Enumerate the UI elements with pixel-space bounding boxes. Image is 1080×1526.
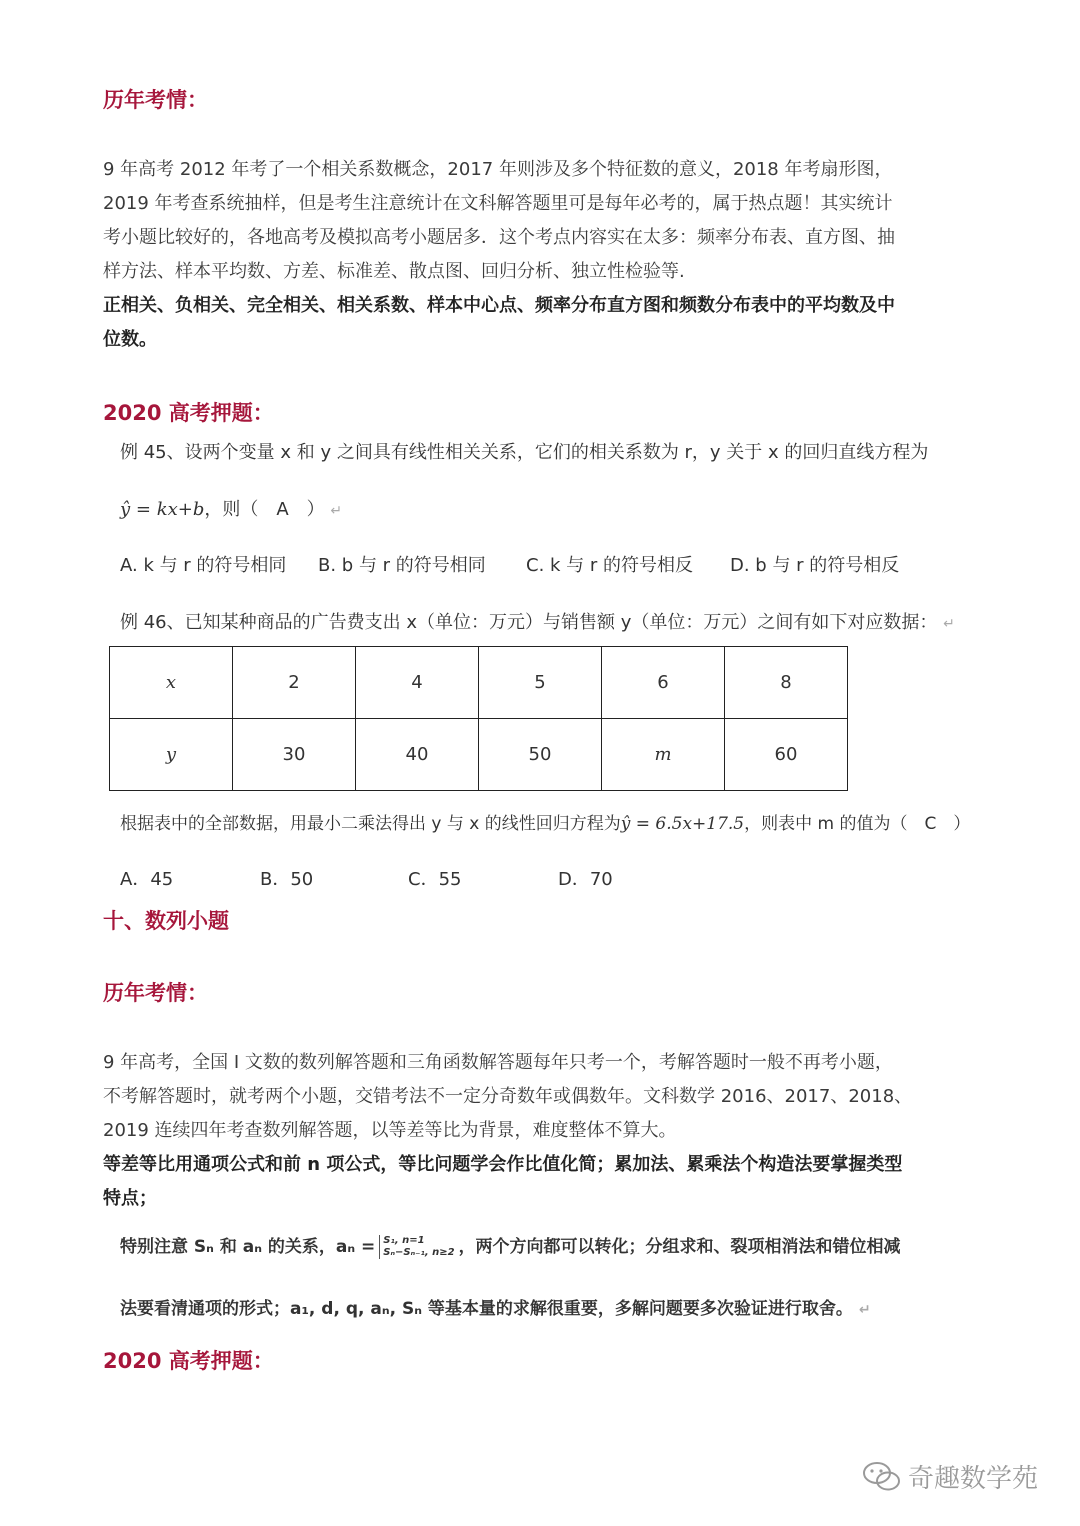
key-points-line: 正相关、负相关、完全相关、相关系数、样本中心点、频率分布直方图和频数分布表中的平均数及中	[103, 295, 895, 316]
piecewise-top: S₁, n=1	[383, 1235, 425, 1246]
watermark	[862, 1458, 1038, 1495]
example45-option-d: D. b 与 r 的符号相反	[730, 555, 900, 576]
history-line: 样方法、样本平均数、方差、标准差、散点图、回归分析、独立性检验等.	[103, 261, 685, 282]
example46-option-b: B．50	[260, 869, 314, 890]
return-mark: ↵	[943, 616, 955, 632]
example46-text: 根据表中的全部数据，用最小二乘法得出 y 与 x 的线性回归方程为	[120, 814, 621, 834]
example46-text: 例 46、已知某种商品的广告费支出 x（单位：万元）与销售额 y（单位：万元）之间有如下对应数据：	[120, 612, 938, 633]
example45-option-a: A. k 与 r 的符号相同	[120, 555, 287, 576]
watermark-text: 奇趣数学苑	[908, 1464, 1039, 1494]
table-cell: 40	[356, 719, 479, 791]
history-line: 考小题比较好的，各地高考及模拟高考小题居多．这个考点内容实在太多：频率分布表、直方图、抽	[103, 227, 895, 248]
example46-question	[120, 608, 955, 634]
history-line: 不考解答题时，就考两个小题，交错考法不一定分奇数年或偶数年。文科数学 2016、2017、2018、	[103, 1086, 913, 1107]
note-line-2	[120, 1294, 871, 1319]
history-paragraph-1	[103, 153, 983, 357]
example45-question	[120, 438, 928, 464]
history-line: 2019 连续四年考查数列解答题，以等差等比为背景，难度整体不算大。	[103, 1120, 677, 1141]
table-cell: 2	[233, 647, 356, 719]
predict-heading-1: 2020 高考押题：	[103, 401, 274, 425]
table-cell: y	[110, 719, 233, 791]
table-row	[110, 647, 848, 719]
example46-option-d: D．70	[558, 869, 613, 890]
example45-answer: ，则（ A ）	[204, 499, 325, 520]
table-cell: m	[602, 719, 725, 791]
table-row	[110, 719, 848, 791]
example46-option-c: C．55	[408, 869, 462, 890]
note-line-1	[120, 1232, 901, 1259]
data-table	[109, 646, 848, 791]
example45-equation-line	[120, 495, 342, 521]
table-cell: 4	[356, 647, 479, 719]
table-cell: 6	[602, 647, 725, 719]
table-cell: x	[110, 647, 233, 719]
table-cell: 60	[725, 719, 848, 791]
example46-option-a: A．45	[120, 869, 174, 890]
example45-option-c: C. k 与 r 的符号相反	[526, 555, 694, 576]
history-line: 9 年高考 2012 年考了一个相关系数概念，2017 年则涉及多个特征数的意义，2018 年考扇形图，	[103, 159, 893, 180]
table-cell: 5	[479, 647, 602, 719]
example45-equation: ŷ = kx+b	[120, 499, 205, 520]
piecewise-bottom: Sₙ−Sₙ₋₁, n≥2	[383, 1247, 455, 1258]
example46-regression-line	[120, 809, 970, 834]
key-points-line: 位数。	[103, 329, 157, 350]
history-line: 2019 年考查系统抽样，但是考生注意统计在文科解答题里可是每年必考的，属于热点题！其实统计	[103, 193, 893, 214]
history-heading-2: 历年考情：	[103, 981, 208, 1005]
table-cell: 30	[233, 719, 356, 791]
return-mark: ↵	[330, 503, 343, 519]
history-heading-1: 历年考情：	[103, 88, 208, 112]
example45-text: 例 45、设两个变量 x 和 y 之间具有线性相关关系，它们的相关系数为 r，y 关于 x 的回归直线方程为	[120, 442, 929, 463]
section-title: 十、数列小题	[103, 909, 229, 933]
example46-answer: ，则表中 m 的值为（ C ）	[744, 814, 971, 834]
table-cell: 8	[725, 647, 848, 719]
return-mark: ↵	[858, 1302, 871, 1318]
note-text: 特别注意 Sₙ 和 aₙ 的关系，aₙ =	[120, 1237, 376, 1257]
predict-heading-2: 2020 高考押题：	[103, 1349, 274, 1373]
history-paragraph-2	[103, 1046, 983, 1216]
table-cell: 50	[479, 719, 602, 791]
key-points-line: 特点；	[103, 1188, 157, 1209]
piecewise-formula	[379, 1235, 454, 1259]
example45-option-b: B. b 与 r 的符号相同	[318, 555, 486, 576]
history-line: 9 年高考，全国 I 文数的数列解答题和三角函数解答题每年只考一个，考解答题时一般不再考小题，	[103, 1052, 893, 1073]
note-text: 法要看清通项的形式；a₁, d, q, aₙ, Sₙ 等基本量的求解很重要，多解问题要多次验证进行取舍。	[120, 1299, 853, 1319]
key-points-line: 等差等比用通项公式和前 n 项公式，等比问题学会作比值化简；累加法、累乘法个构造法要掌握类型	[103, 1154, 903, 1175]
wechat-icon	[862, 1460, 902, 1494]
example46-equation: ŷ = 6.5x+17.5	[620, 814, 745, 834]
note-text: ，两个方向都可以转化；分组求和、裂项相消法和错位相减	[458, 1237, 901, 1257]
